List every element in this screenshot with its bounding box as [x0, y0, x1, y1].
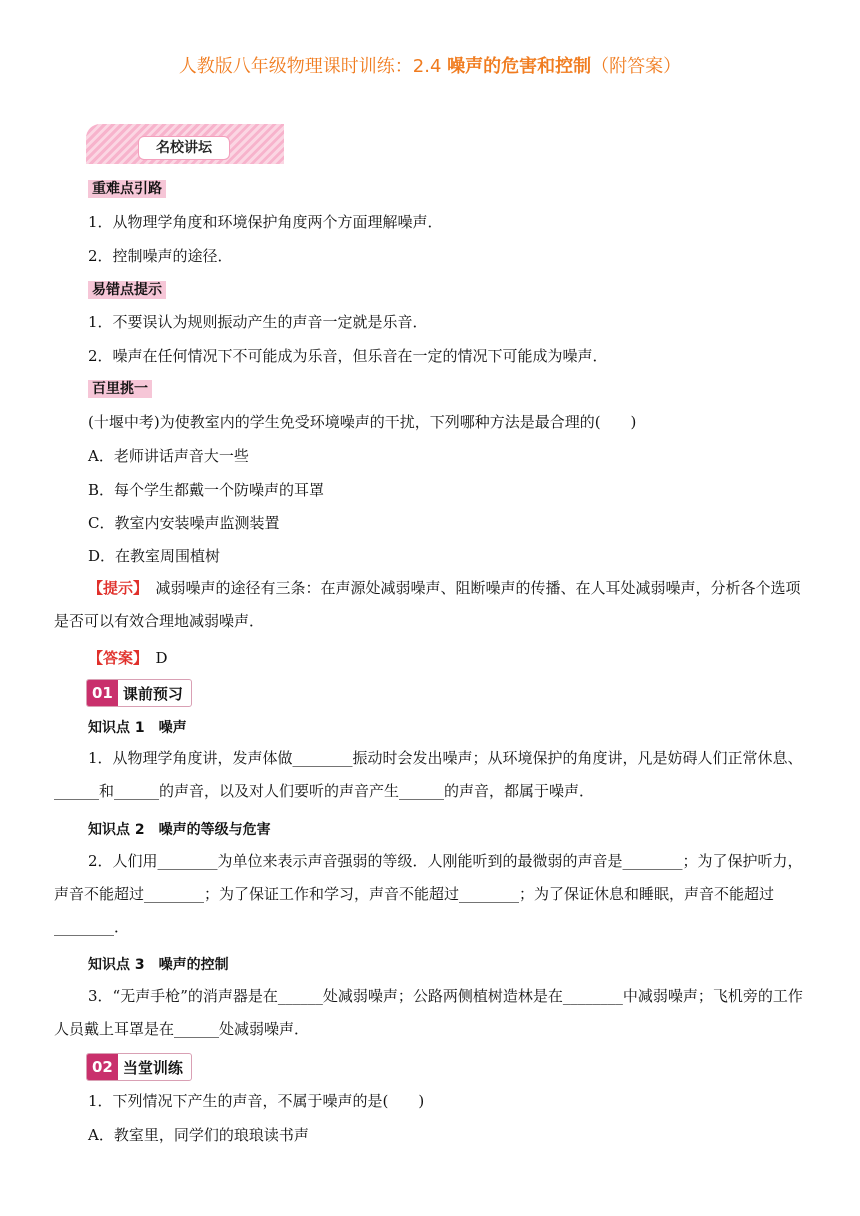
section-title: 课前预习 [122, 684, 183, 703]
difficult-item-1: 1．从物理学角度和环境保护角度两个方面理解噪声． [88, 213, 443, 231]
kp2-text: 2．人们用________为单位来表示声音强弱的等级．人刚能听到的最微弱的声音是________；为了保护听力，声音不能超过________；为了保证工作和学习，声音不能超过________；为了保证休息和睡眠，声音不能超过________． [54, 852, 803, 936]
error-item-1: 1．不要误认为规则振动产生的声音一定就是乐音． [88, 313, 428, 331]
answer-line [88, 647, 168, 668]
knowledge-point-1: 知识点 1 噪声 [88, 720, 187, 736]
example-label: 百里挑一 [88, 378, 152, 398]
section-title: 当堂训练 [122, 1058, 183, 1077]
title-suffix: （附答案） [591, 56, 682, 77]
title-bold: 噪声的危害和控制 [447, 56, 592, 77]
option-a: A．老师讲话声音大一些 [88, 447, 249, 465]
kp3-text: 3．“无声手枪”的消声器是在______处减弱噪声；公路两侧植树造林是在________中减弱噪声；飞机旁的工作人员戴上耳罩是在______处减弱噪声． [54, 987, 803, 1038]
banner-label: 名校讲坛 [138, 136, 230, 160]
knowledge-point-2: 知识点 2 噪声的等级与危害 [88, 822, 271, 838]
option-b: B．每个学生都戴一个防噪声的耳罩 [88, 481, 325, 499]
section-number: 01 [87, 680, 118, 706]
kp1-text: 1．从物理学角度讲，发声体做________振动时会发出噪声；从环境保护的角度讲，凡是妨碍人们正常休息、______和______的声音，以及对人们要听的声音产生______的声音，都属于噪声． [54, 749, 803, 800]
hint-paragraph [54, 572, 810, 638]
hint-label: 【提示】 [88, 579, 141, 597]
practice-q1-option-a: A．教室里，同学们的琅琅读书声 [88, 1126, 309, 1144]
difficult-points-label: 重难点引路 [88, 178, 166, 198]
answer-label: 【答案】 [88, 649, 141, 667]
page-title [0, 52, 860, 78]
section-number: 02 [87, 1054, 118, 1080]
banner-mingxiao [86, 124, 284, 164]
section-preview [86, 679, 192, 707]
section-practice [86, 1053, 192, 1081]
option-d: D．在教室周围植树 [88, 547, 221, 565]
knowledge-point-3: 知识点 3 噪声的控制 [88, 957, 229, 973]
error-item-2: 2．噪声在任何情况下不可能成为乐音，但乐音在一定的情况下可能成为噪声． [88, 347, 608, 365]
difficult-item-2: 2．控制噪声的途径． [88, 247, 233, 265]
example-question: (十堰中考)为使教室内的学生免受环境噪声的干扰，下列哪种方法是最合理的( ) [88, 413, 637, 431]
practice-question-1: 1．下列情况下产生的声音，不属于噪声的是( ) [88, 1092, 425, 1110]
answer-text: D [140, 649, 168, 667]
hint-text: 减弱噪声的途径有三条：在声源处减弱噪声、阻断噪声的传播、在人耳处减弱噪声，分析各个选项是否可以有效合理地减弱噪声． [54, 579, 801, 630]
option-c: C．教室内安装噪声监测装置 [88, 514, 280, 532]
title-prefix: 人教版八年级物理课时训练：2.4 [178, 56, 448, 77]
error-points-label: 易错点提示 [88, 279, 166, 299]
